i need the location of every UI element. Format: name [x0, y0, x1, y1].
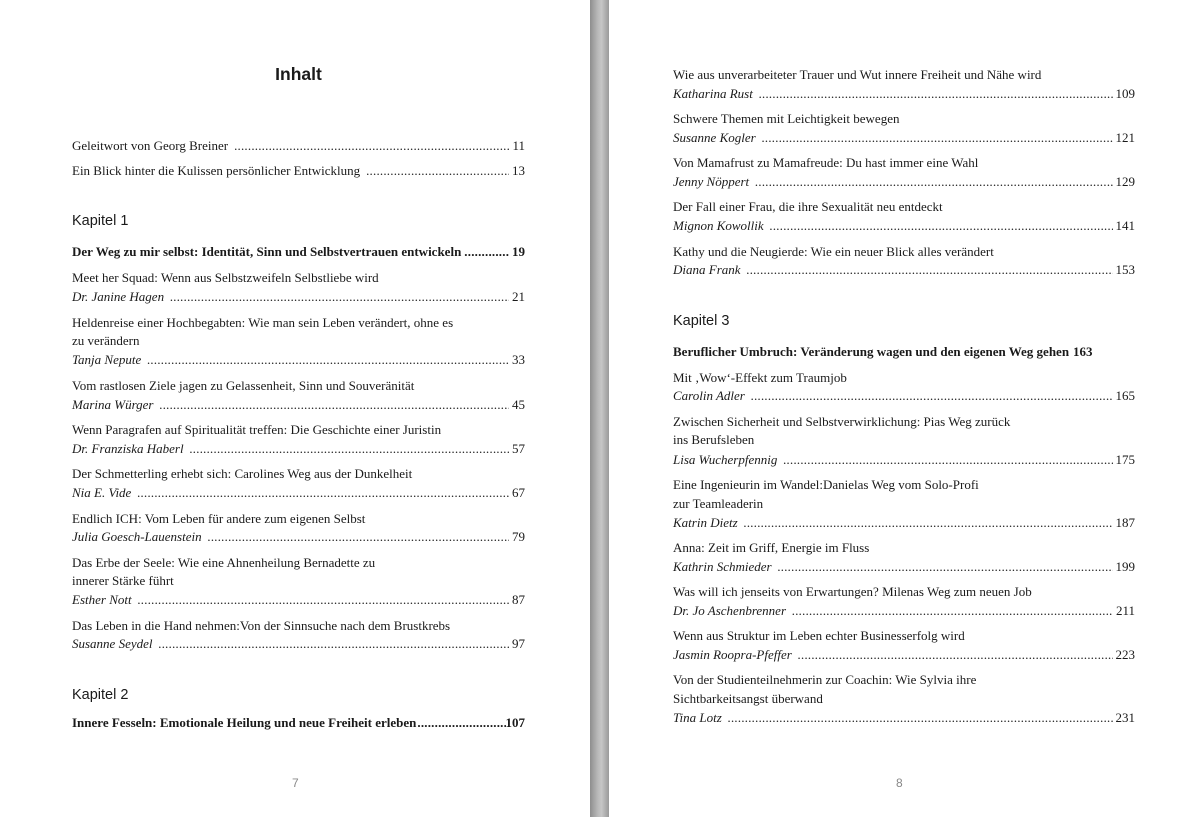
- entry-title-line[interactable]: Wenn Paragrafen auf Spiritualität treffen: Die Geschichte einer Juristin: [72, 422, 442, 437]
- author-name: Dr. Janine Hagen: [72, 289, 165, 304]
- leader-dots: [792, 601, 1113, 620]
- entry-page: 165: [1115, 388, 1135, 403]
- leader-dots: [728, 708, 1113, 727]
- author-name: Tanja Nepute: [72, 352, 142, 367]
- author-name: Jasmin Roopra-Pfeffer: [673, 647, 792, 662]
- entry-page: 199: [1115, 559, 1135, 574]
- entry-page: 129: [1115, 174, 1135, 189]
- leader-dots: [366, 161, 509, 180]
- page-left: [0, 0, 590, 817]
- entry-title-line[interactable]: Das Erbe der Seele: Wie eine Ahnenheilung Bernadette zu: [72, 555, 376, 570]
- author-name: Dr. Jo Aschenbrenner: [673, 603, 787, 618]
- author-name: Diana Frank: [673, 262, 741, 277]
- entry-page: 121: [1115, 130, 1135, 145]
- entry-page: 33: [512, 352, 525, 367]
- author-name: Katrin Dietz: [673, 515, 738, 530]
- section-title-text: Beruflicher Umbruch: Veränderung wagen und den eigenen Weg gehen: [673, 344, 1070, 359]
- entry-author-line[interactable]: [72, 439, 525, 458]
- page-gutter: [590, 0, 609, 817]
- author-name: Katharina Rust: [673, 86, 753, 101]
- entry-title-line[interactable]: Wie aus unverarbeiteter Trauer und Wut innere Freiheit und Nähe wird: [673, 67, 1042, 82]
- author-name: Mignon Kowollik: [673, 218, 764, 233]
- leader-dots: [759, 84, 1113, 103]
- section-title-text: Der Weg zu mir selbst: Identität, Sinn und Selbstvertrauen entwickeln: [72, 244, 462, 259]
- entry-page: 45: [512, 397, 525, 412]
- entry-author-line[interactable]: [72, 590, 525, 609]
- entry-author-line[interactable]: [72, 483, 525, 502]
- leader-dots: [170, 287, 509, 306]
- entry-title-line[interactable]: Anna: Zeit im Griff, Energie im Fluss: [673, 540, 870, 555]
- entry-title-line[interactable]: Der Schmetterling erhebt sich: Carolines Weg aus der Dunkelheit: [72, 466, 413, 481]
- entry-title-line[interactable]: Kathy und die Neugierde: Wie ein neuer Blick alles verändert: [673, 244, 994, 259]
- entry-page: 175: [1115, 452, 1135, 467]
- section-page: 163: [1073, 344, 1093, 359]
- entry-author-line[interactable]: [72, 395, 525, 414]
- leader-dots: [160, 395, 510, 414]
- entry-page: 57: [512, 441, 525, 456]
- author-name: Susanne Kogler: [673, 130, 756, 145]
- leader-dots: [417, 713, 505, 732]
- entry-title-line[interactable]: Der Fall einer Frau, die ihre Sexualität neu entdeckt: [673, 199, 943, 214]
- entry-page: 187: [1115, 515, 1135, 530]
- leader-dots: [137, 483, 509, 502]
- entry-title-line[interactable]: Zwischen Sicherheit und Selbstverwirklichung: Pias Weg zurück: [673, 414, 1011, 429]
- entry-author-line[interactable]: [72, 350, 525, 369]
- author-name: Esther Nott: [72, 592, 132, 607]
- entry-title-line[interactable]: Mit ‚Wow‘-Effekt zum Traumjob: [673, 370, 847, 385]
- leader-dots: [234, 136, 509, 155]
- author-name: Julia Goesch-Lauenstein: [72, 529, 202, 544]
- entry-title-line[interactable]: zu verändern: [72, 333, 140, 348]
- entry-title: Geleitwort von Georg Breiner: [72, 138, 229, 153]
- entry-author-line[interactable]: [673, 84, 1135, 103]
- entry-title-line[interactable]: Was will ich jenseits von Erwartungen? Milenas Weg zum neuen Job: [673, 584, 1032, 599]
- chapter-heading-1: Kapitel 1: [72, 213, 129, 229]
- entry-title-line[interactable]: Schwere Themen mit Leichtigkeit bewegen: [673, 111, 900, 126]
- entry-author-line[interactable]: [72, 634, 525, 653]
- entry-author-line[interactable]: [673, 172, 1135, 191]
- entry-page: 141: [1115, 218, 1135, 233]
- entry-author-line[interactable]: [72, 287, 525, 306]
- chapter-2-section-title[interactable]: [72, 713, 525, 732]
- toc-title: Inhalt: [275, 64, 322, 84]
- chapter-heading-2: Kapitel 2: [72, 687, 129, 703]
- entry-page: 13: [512, 163, 525, 178]
- leader-dots: [147, 350, 509, 369]
- entry-title-line[interactable]: ins Berufsleben: [673, 432, 755, 447]
- leader-dots: [798, 645, 1113, 664]
- entry-page: 211: [1115, 603, 1135, 618]
- entry-page: 79: [512, 529, 525, 544]
- leader-dots: [208, 527, 509, 546]
- entry-title-line[interactable]: Sichtbarkeitsangst überwand: [673, 691, 823, 706]
- leader-dots: [783, 450, 1112, 469]
- entry-title-line[interactable]: Von der Studienteilnehmerin zur Coachin: Wie Sylvia ihre: [673, 672, 977, 687]
- leader-dots: [747, 260, 1113, 279]
- toc-entry-geleitwort[interactable]: [72, 136, 525, 155]
- entry-title-line[interactable]: Wenn aus Struktur im Leben echter Businesserfolg wird: [673, 628, 965, 643]
- leader-dots: [744, 513, 1113, 532]
- leader-dots: [159, 634, 509, 653]
- section-page: 107: [505, 715, 525, 730]
- chapter-1-section-title[interactable]: [72, 242, 525, 261]
- page-number-left: 7: [292, 776, 299, 790]
- entry-page: 231: [1115, 710, 1135, 725]
- chapter-3-section-title[interactable]: [673, 342, 1135, 361]
- page-number-right: 8: [896, 776, 903, 790]
- entry-page: 223: [1115, 647, 1135, 662]
- chapter-heading-3: Kapitel 3: [673, 313, 730, 329]
- entry-page: 87: [512, 592, 525, 607]
- author-name: Kathrin Schmieder: [673, 559, 772, 574]
- entry-title-line[interactable]: Eine Ingenieurin im Wandel:Danielas Weg vom Solo-Profi: [673, 477, 979, 492]
- author-name: Carolin Adler: [673, 388, 745, 403]
- entry-page: 67: [512, 485, 525, 500]
- leader-dots: [778, 557, 1113, 576]
- toc-entry-blick[interactable]: [72, 161, 525, 180]
- entry-title-line[interactable]: Endlich ICH: Vom Leben für andere zum eigenen Selbst: [72, 511, 366, 526]
- leader-dots: [751, 386, 1113, 405]
- entry-title-line[interactable]: Heldenreise einer Hochbegabten: Wie man sein Leben verändert, ohne es: [72, 315, 454, 330]
- author-name: Tina Lotz: [673, 710, 722, 725]
- entry-title-line[interactable]: Das Leben in die Hand nehmen:Von der Sinnsuche nach dem Brustkrebs: [72, 618, 451, 633]
- entry-page: 11: [512, 138, 525, 153]
- entry-title-line[interactable]: zur Teamleaderin: [673, 496, 764, 511]
- entry-title: Ein Blick hinter die Kulissen persönlicher Entwicklung: [72, 163, 361, 178]
- author-name: Lisa Wucherpfennig: [673, 452, 778, 467]
- section-page: 19: [512, 244, 525, 259]
- entry-page: 97: [512, 636, 525, 651]
- author-name: Jenny Nöppert: [673, 174, 750, 189]
- entry-page: 21: [512, 289, 525, 304]
- entry-title-line[interactable]: innerer Stärke führt: [72, 573, 174, 588]
- author-name: Nia E. Vide: [72, 485, 132, 500]
- entry-author-line[interactable]: [673, 386, 1135, 405]
- entry-title-line[interactable]: Vom rastlosen Ziele jagen zu Gelassenheit, Sinn und Souveränität: [72, 378, 415, 393]
- leader-dots: [770, 216, 1113, 235]
- entry-page: 109: [1115, 86, 1135, 101]
- entry-author-line[interactable]: [72, 527, 525, 546]
- entry-page: 153: [1115, 262, 1135, 277]
- entry-author-line[interactable]: [673, 128, 1135, 147]
- entry-author-line[interactable]: [673, 601, 1135, 620]
- page-right: [609, 0, 1200, 817]
- leader-dots: [755, 172, 1112, 191]
- author-name: Dr. Franziska Haberl: [72, 441, 184, 456]
- author-name: Marina Würger: [72, 397, 154, 412]
- leader-dots: [464, 242, 509, 261]
- entry-title-line[interactable]: Meet her Squad: Wenn aus Selbstzweifeln Selbstliebe wird: [72, 270, 379, 285]
- entry-author-line[interactable]: [673, 557, 1135, 576]
- entry-author-line[interactable]: [673, 708, 1135, 727]
- author-name: Susanne Seydel: [72, 636, 153, 651]
- leader-dots: [762, 128, 1113, 147]
- entry-author-line[interactable]: [673, 260, 1135, 279]
- entry-author-line[interactable]: [673, 513, 1135, 532]
- entry-author-line[interactable]: [673, 216, 1135, 235]
- entry-title-line[interactable]: Von Mamafrust zu Mamafreude: Du hast immer eine Wahl: [673, 155, 979, 170]
- leader-dots: [190, 439, 509, 458]
- entry-author-line[interactable]: [673, 645, 1135, 664]
- entry-author-line[interactable]: [673, 450, 1135, 469]
- section-title-text: Innere Fesseln: Emotionale Heilung und neue Freiheit erleben: [72, 715, 417, 730]
- leader-dots: [138, 590, 509, 609]
